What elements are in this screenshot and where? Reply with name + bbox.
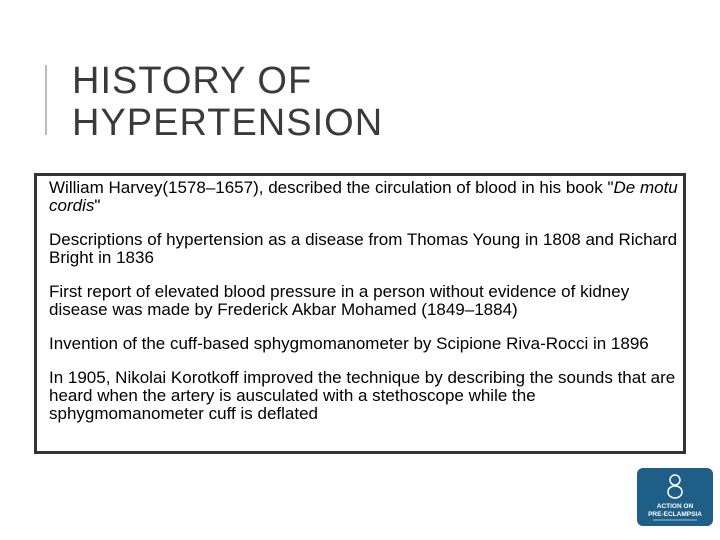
title-accent-bar: [45, 65, 47, 135]
logo-body-icon: [668, 486, 682, 498]
bullet-item: Descriptions of hypertension as a disease from Thomas Young in 1808 and Richard Bright in 1836: [49, 230, 678, 267]
bullet-item: In 1905, Nikolai Korotkoff improved the technique by describing the sounds that are heard when the artery is ausculated with a stethoscope while the sphygmomanometer cuff is deflated: [49, 368, 676, 423]
slide-title-line-2: HYPERTENSION: [72, 102, 384, 144]
bullet-item: Invention of the cuff-based sphygmomanometer by Scipione Riva-Rocci in 1896: [49, 334, 649, 353]
bullet-list: [49, 179, 681, 439]
slide-title-line-1: HISTORY OF: [72, 60, 313, 102]
logo-head-icon: [670, 475, 680, 485]
slide-title: [72, 60, 383, 144]
logo-graphic: [637, 468, 713, 526]
bullet-item: First report of elevated blood pressure in a person without evidence of kidney disease was made by Frederick Akbar Mohamed (1849–1884): [49, 282, 630, 319]
bullet-item: William Harvey(1578–1657), described the circulation of blood in his book "De motu cordis": [49, 178, 678, 215]
content-box: [34, 173, 686, 454]
action-on-pre-eclampsia-logo: [637, 468, 713, 526]
logo-text-line-1: ACTION ON: [656, 503, 694, 510]
logo-text-line-2: PRE-ECLAMPSIA: [648, 511, 702, 518]
